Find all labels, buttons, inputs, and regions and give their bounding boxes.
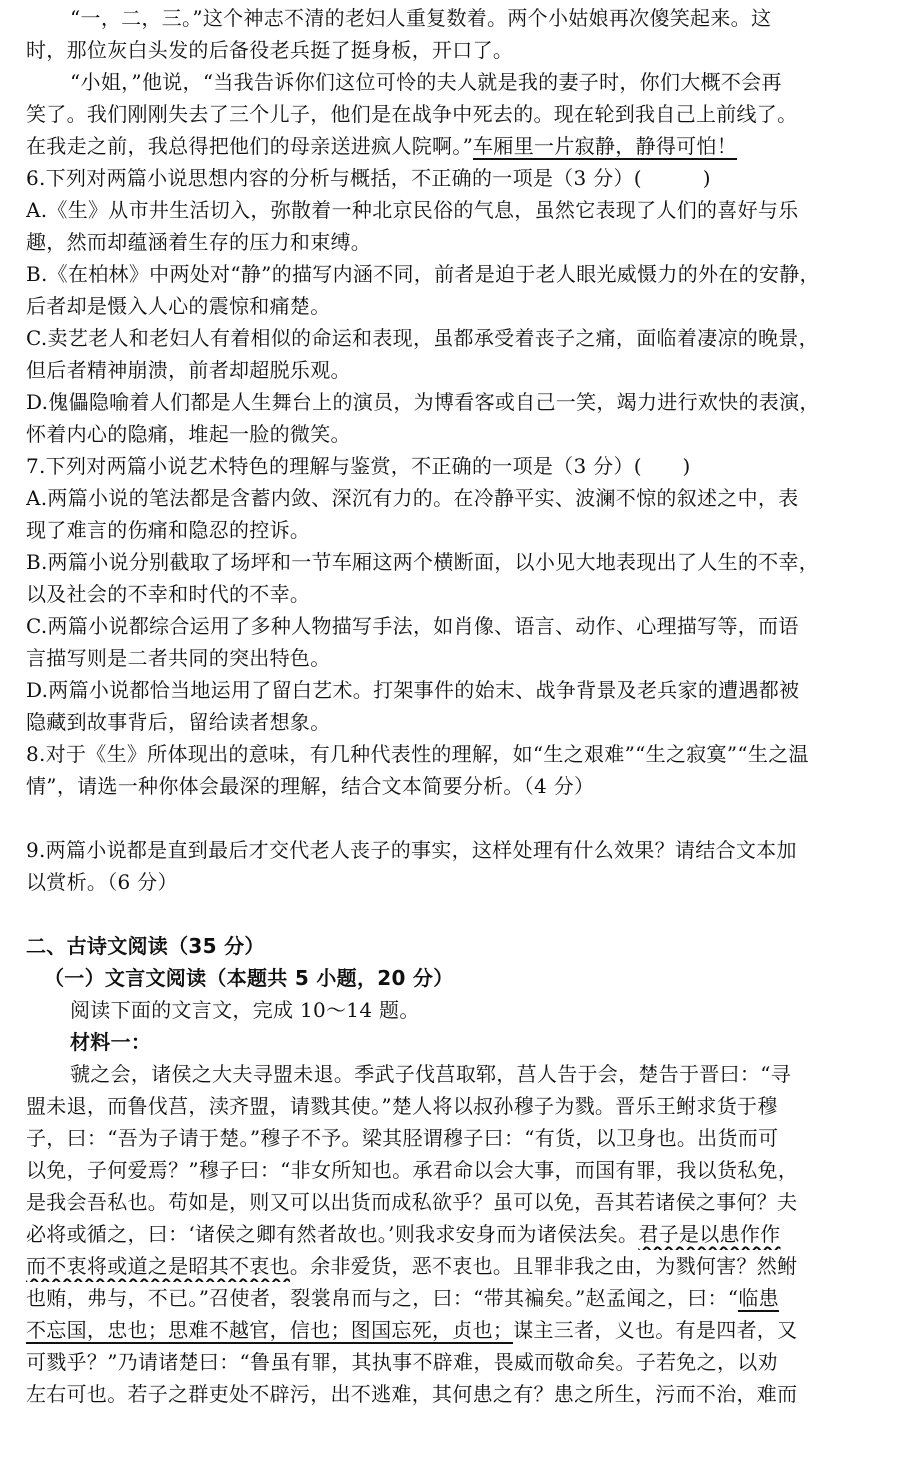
q6-option-d: D.傀儡隐喻着人们都是人生舞台上的演员，为博看客或自己一笑，竭力进行欢快的表演， (26, 390, 820, 414)
wavy-underlined-text: 君子是以患作作 (638, 1222, 781, 1246)
story-paragraph-line: 笑了。我们刚刚失去了三个儿子，他们是在战争中死去的。现在轮到我自己上前线了。 (26, 102, 798, 126)
story-paragraph-line: 时，那位灰白头发的后备役老兵挺了挺身板，开口了。 (26, 38, 514, 62)
reading-instruction: 阅读下面的文言文，完成 10～14 题。 (70, 998, 420, 1022)
classical-text: 谋主三者，义也。有是四者，又 (513, 1318, 798, 1342)
q7-option-b: B.两篇小说分别截取了场坪和一节车厢这两个横断面，以小见大地表现出了人生的不幸， (26, 550, 820, 574)
classical-text-line: 可戮乎？”乃请诸楚曰：“鲁虽有罪，其执事不辟难，畏威而敬命矣。子若免之，以劝 (26, 1350, 778, 1374)
material-1-label: 材料一： (70, 1030, 152, 1054)
q7-option-c-cont: 言描写则是二者共同的突出特色。 (26, 646, 331, 670)
question-7-stem: 7.下列对两篇小说艺术特色的理解与鉴赏，不正确的一项是（3 分）( ) (26, 454, 691, 478)
q6-option-b-cont: 后者却是慑入人心的震惊和痛楚。 (26, 294, 331, 318)
q6-option-b: B.《在柏林》中两处对“静”的描写内涵不同，前者是迫于老人眼光威慑力的外在的安静， (26, 262, 820, 286)
classical-text-line: 左右可也。若子之群吏处不辟污，出不逃难，其何患之有？患之所生，污而不治，难而 (26, 1382, 798, 1406)
story-paragraph-line: “小姐，”他说，“当我告诉你们这位可怜的夫人就是我的妻子时，你们大概不会再 (70, 70, 782, 94)
q7-option-a: A.两篇小说的笔法都是含蓄内敛、深沉有力的。在冷静平实、波澜不惊的叙述之中，表 (26, 486, 799, 510)
q7-option-c: C.两篇小说都综合运用了多种人物描写手法，如肖像、语言、动作、心理描写等，而语 (26, 614, 799, 638)
q7-option-b-cont: 以及社会的不幸和时代的不幸。 (26, 582, 311, 606)
underlined-sentence: 车厢里一片寂静，静得可怕！ (473, 134, 738, 158)
q6-option-d-cont: 怀着内心的隐痛，堆起一脸的微笑。 (26, 422, 351, 446)
classical-text-line (26, 1250, 886, 1282)
q7-option-d-cont: 隐藏到故事背后，留给读者想象。 (26, 710, 331, 734)
q7-option-d: D.两篇小说都恰当地运用了留白艺术。打架事件的始末、战争背景及老兵家的遭遇都被 (26, 678, 800, 702)
story-text: 在我走之前，我总得把他们的母亲送进疯人院啊。” (26, 134, 474, 158)
q6-option-c: C.卖艺老人和老妇人有着相似的命运和表现，虽都承受着丧子之痛，面临着凄凉的晚景， (26, 326, 819, 350)
answer-space (26, 898, 886, 930)
classical-text-line (26, 1314, 886, 1346)
question-9-stem-cont: 以赏析。（6 分） (26, 870, 178, 894)
section-2-title: 二、古诗文阅读（35 分） (26, 934, 265, 958)
story-paragraph-line (26, 130, 886, 162)
underlined-sentence: 临患 (738, 1286, 779, 1310)
classical-text-line: 以免，子何爱焉？”穆子曰：“非女所知也。承君命以会大事，而国有罪，我以货私免， (26, 1158, 799, 1182)
classical-text-line (26, 1282, 886, 1314)
question-6-stem: 6.下列对两篇小说思想内容的分析与概括，不正确的一项是（3 分）( ) (26, 166, 711, 190)
q6-option-a-cont: 趣，然而却蕴涵着生存的压力和束缚。 (26, 230, 372, 254)
wavy-underlined-text: 而不衷将或道之是昭其不衷也 (26, 1254, 290, 1278)
question-9-stem: 9.两篇小说都是直到最后才交代老人丧子的事实，这样处理有什么效果？请结合文本加 (26, 838, 797, 862)
story-paragraph-line: “一，二，三。”这个神志不清的老妇人重复数着。两个小姑娘再次傻笑起来。这 (70, 6, 772, 30)
q6-option-c-cont: 但后者精神崩溃，前者却超脱乐观。 (26, 358, 351, 382)
classical-text: 。余非爱货，恶不衷也。且罪非我之由，为戮何害？然鲋 (289, 1254, 798, 1278)
q7-option-a-cont: 现了难言的伤痛和隐忍的控诉。 (26, 518, 311, 542)
underlined-sentence: 不忘国，忠也；思难不越官，信也；图国忘死，贞也； (26, 1318, 514, 1342)
subsection-1-title: （一）文言文阅读（本题共 5 小题，20 分） (44, 966, 454, 990)
classical-text-line: 盟未退，而鲁伐莒，渎齐盟，请戮其使。”楚人将以叔孙穆子为戮。晋乐王鲋求货于穆 (26, 1094, 778, 1118)
classical-text-line (26, 1218, 886, 1250)
q6-option-a: A.《生》从市井生活切入，弥散着一种北京民俗的气息，虽然它表现了人们的喜好与乐 (26, 198, 799, 222)
question-8-stem-cont: 情”，请选一种你体会最深的理解，结合文本简要分析。（4 分） (26, 774, 595, 798)
classical-text: 必将或循之，曰：‘诸侯之卿有然者故也。’则我求安身而为诸侯法矣。 (26, 1222, 639, 1246)
classical-text-line: 子，曰：“吾为子请于楚。”穆子不予。梁其胫谓穆子曰：“有货，以卫身也。出货而可 (26, 1126, 779, 1150)
answer-space (26, 802, 886, 834)
classical-text-line: 虢之会，诸侯之大夫寻盟未退。季武子伐莒取郓，莒人告于会，楚告于晋曰：“寻 (70, 1062, 792, 1086)
classical-text-line: 是我会吾私也。苟如是，则又可以出货而成私欲乎？虽可以免，吾其若诸侯之事何？夫 (26, 1190, 798, 1214)
question-8-stem: 8.对于《生》所体现出的意味，有几种代表性的理解，如“生之艰难”“生之寂寞”“生之温 (26, 742, 809, 766)
classical-text: 也贿，弗与，不已。”召使者，裂裳帛而与之，曰：“带其褊矣。”赵孟闻之，曰：“ (26, 1286, 739, 1310)
